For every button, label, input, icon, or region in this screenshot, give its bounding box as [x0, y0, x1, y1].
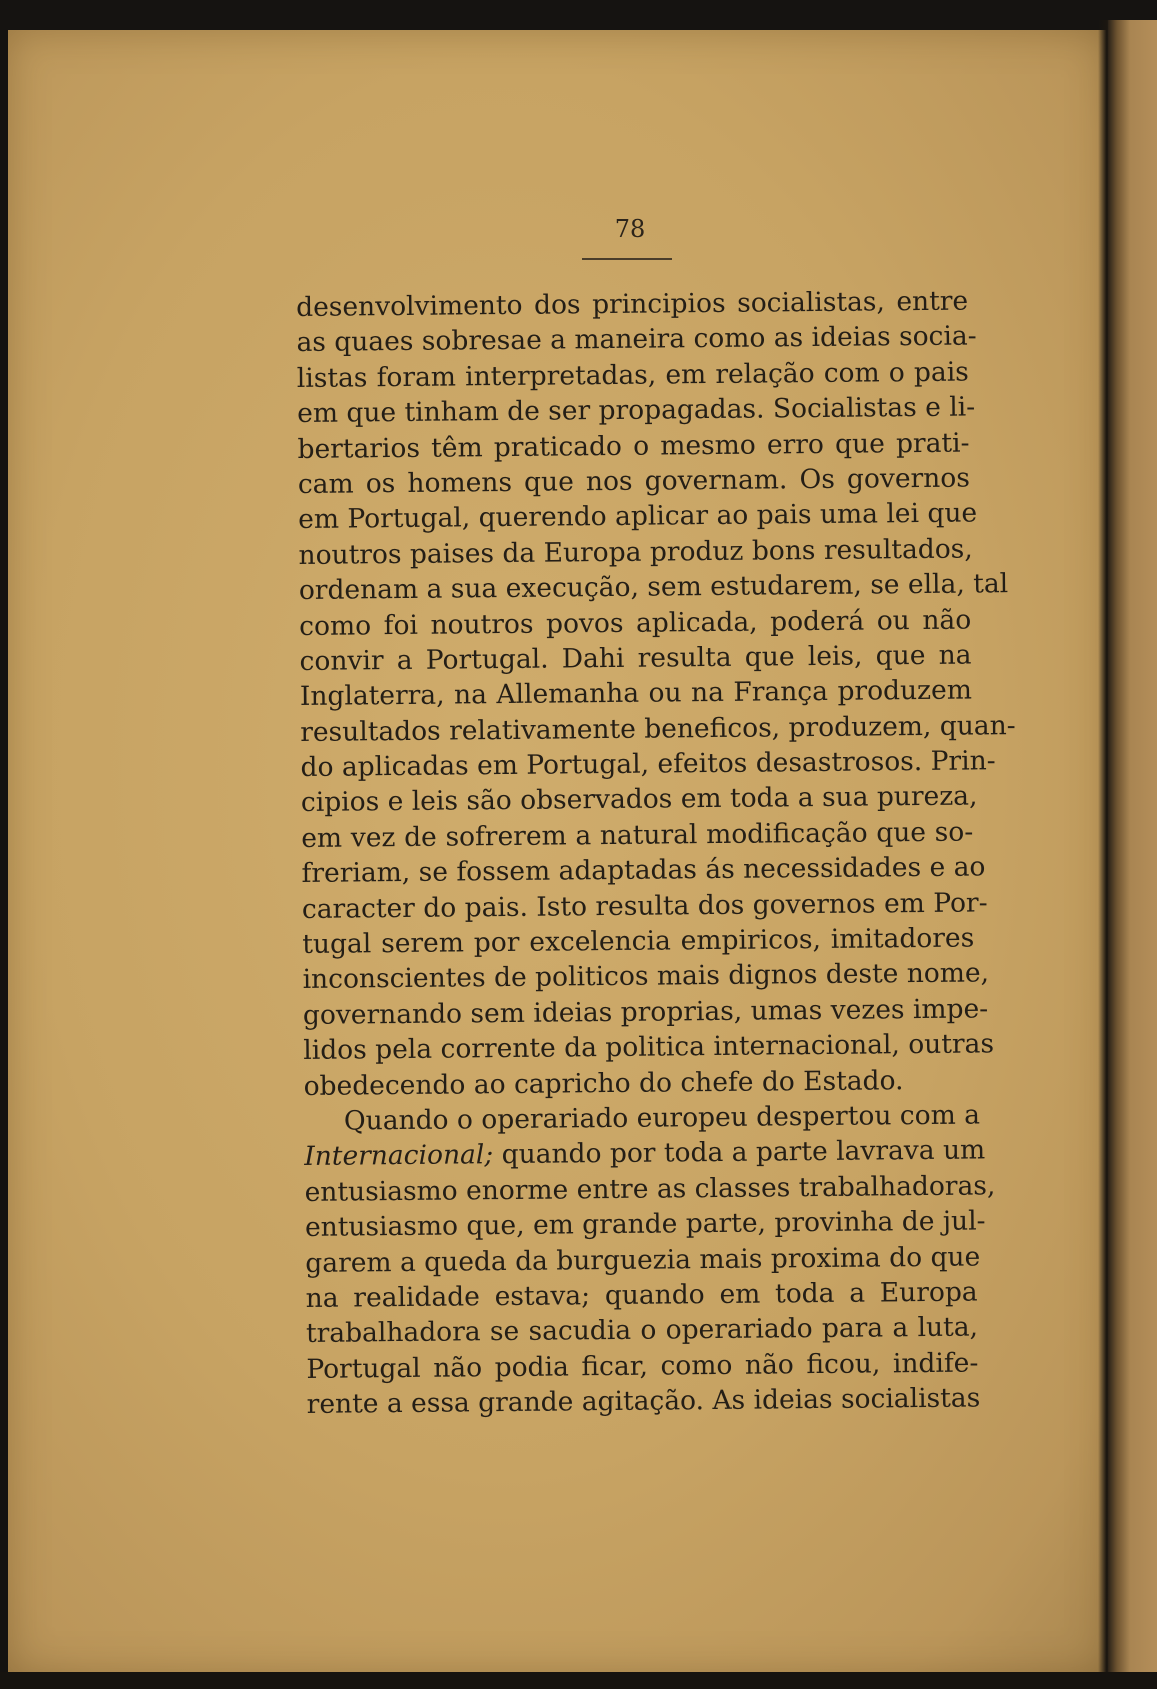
text-line: do aplicadas em Portugal, efeitos desastrosos. Prin- [300, 745, 996, 784]
text-line: caracter do pais. Isto resulta dos governos em Por- [301, 887, 988, 925]
text-line: convir a Portugal. Dahi resulta que leis, que na [299, 639, 972, 677]
text-line: cam os homens que nos governam. Os governos [297, 462, 970, 500]
text-line: em que tinham de ser propagadas. Socialistas e li- [297, 391, 976, 430]
text-line: rente a essa grande agitação. As ideias socialistas [306, 1382, 981, 1421]
text-line: desenvolvimento dos principios socialistas, entre [296, 285, 969, 323]
header-rule [582, 258, 672, 260]
text-line: garem a queda da burguezia mais proxima do que [305, 1241, 981, 1279]
text-line: na realidade estava; quando em toda a Europa [305, 1276, 978, 1314]
text-line: ordenam a sua execução, sem estudarem, se ella, tal [298, 568, 1009, 607]
text-line: em Portugal, querendo aplicar ao pais uma lei que [298, 497, 978, 536]
text-line: Inglaterra, na Allemanha ou na França produzem [299, 674, 973, 713]
text-line: em vez de sofrerem a natural modificação que so- [301, 816, 974, 854]
text-line: resultados relativamente beneficos, produzem, quan- [300, 709, 1016, 748]
scan-top-edge [0, 0, 1157, 30]
text-line: trabalhadora se sacudia o operariado para a luta, [305, 1311, 979, 1350]
paragraph-first-line: Quando o operariado europeu despertou com a [343, 1099, 981, 1137]
facing-page-edge [1108, 20, 1157, 1689]
text-line: entusiasmo que, em grande parte, provinha de jul- [304, 1205, 986, 1244]
page-number: 78 [614, 215, 646, 243]
text-fragment: quando por toda a parte lavrava um [493, 1134, 986, 1171]
text-line: obedecendo ao capricho do chefe do Estado. [303, 1064, 904, 1102]
text-line: governando sem ideias proprias, umas vezes impe- [302, 993, 989, 1031]
italic-term: Internacional; [304, 1139, 494, 1173]
text-line-italic-mixed [304, 1133, 986, 1175]
text-line: lidos pela corrente da politica internacional, outras [303, 1028, 995, 1067]
text-line: noutros paises da Europa produz bons resultados, [298, 533, 973, 571]
text-line: bertarios têm praticado o mesmo erro que prati- [297, 427, 970, 465]
text-line: entusiasmo enorme entre as classes trabalhadoras, [304, 1170, 996, 1208]
text-line: cipios e leis são observados em toda a sua pureza, [300, 780, 978, 819]
text-line: as quaes sobresae a maneira como as ideias socia- [296, 320, 977, 359]
text-line: freriam, se fossem adaptadas ás necessidades e ao [301, 851, 986, 890]
text-line: Portugal não podia ficar, como não ficou, indife- [306, 1347, 979, 1385]
text-line: listas foram interpretadas, em relação com o pais [296, 356, 969, 394]
body-text [296, 284, 1016, 1423]
text-line: tugal serem por excelencia empiricos, imitadores [302, 922, 975, 961]
text-line: inconscientes de politicos mais dignos deste nome, [302, 957, 990, 996]
text-line: como foi noutros povos aplicada, poderá ou não [299, 604, 972, 642]
scan-bottom-edge [0, 1672, 1157, 1689]
